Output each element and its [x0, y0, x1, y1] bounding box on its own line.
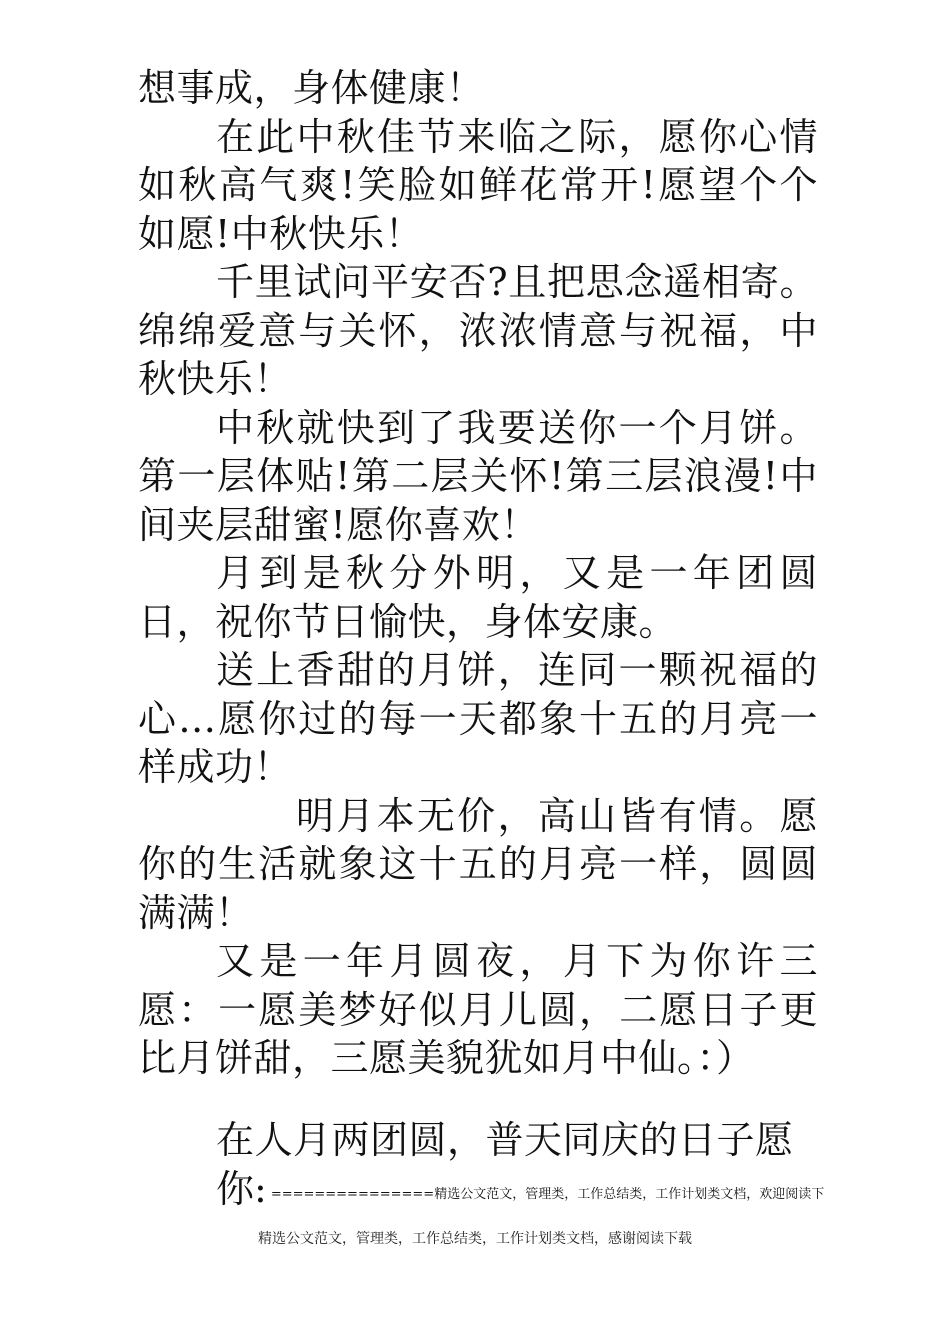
paragraph: 在此中秋佳节来临之际，愿你心情如秋高气爽!笑脸如鲜花常开!愿望个个如愿!中秋快乐！ [138, 114, 818, 256]
body-text [138, 64, 818, 1083]
paragraph: 想事成，身体健康！ [138, 66, 485, 110]
paragraph: 月到是秋分外明，又是一年团圆日，祝你节日愉快，身体安康。 [138, 551, 818, 644]
paragraph: 中秋就快到了我要送你一个月饼。第一层体贴!第二层关怀!第三层浪漫!中间夹层甜蜜!愿你喜欢！ [138, 405, 818, 547]
final-paragraph [216, 1116, 836, 1213]
paragraph: 又是一年月圆夜，月下为你许三愿：一愿美梦好似月儿圆，二愿日子更比月饼甜，三愿美貌犹如月中仙。：） [138, 939, 818, 1080]
final-line-1: 在人月两团圆，普天同庆的日子愿 [216, 1118, 794, 1162]
page-footer: 精选公文范文，管理类，工作总结类，工作计划类文档，感谢阅读下载 [258, 1231, 692, 1247]
paragraph: 明月本无价，高山皆有情。愿你的生活就象这十五的月亮一样，圆圆满满！ [138, 793, 818, 935]
final-line-2 [216, 1165, 836, 1214]
final-line-2-text: 你: [216, 1166, 267, 1211]
paragraph: 千里试问平安否?且把思念遥相寄。绵绵爱意与关怀，浓浓情意与祝福，中秋快乐！ [138, 260, 818, 401]
paragraph: 送上香甜的月饼，连同一颗祝福的心…愿你过的每一天都象十五的月亮一样成功！ [138, 648, 818, 789]
inline-note: ===============精选公文范文，管理类，工作总结类，工作计划类文档，欢迎阅读下 [270, 1187, 825, 1202]
